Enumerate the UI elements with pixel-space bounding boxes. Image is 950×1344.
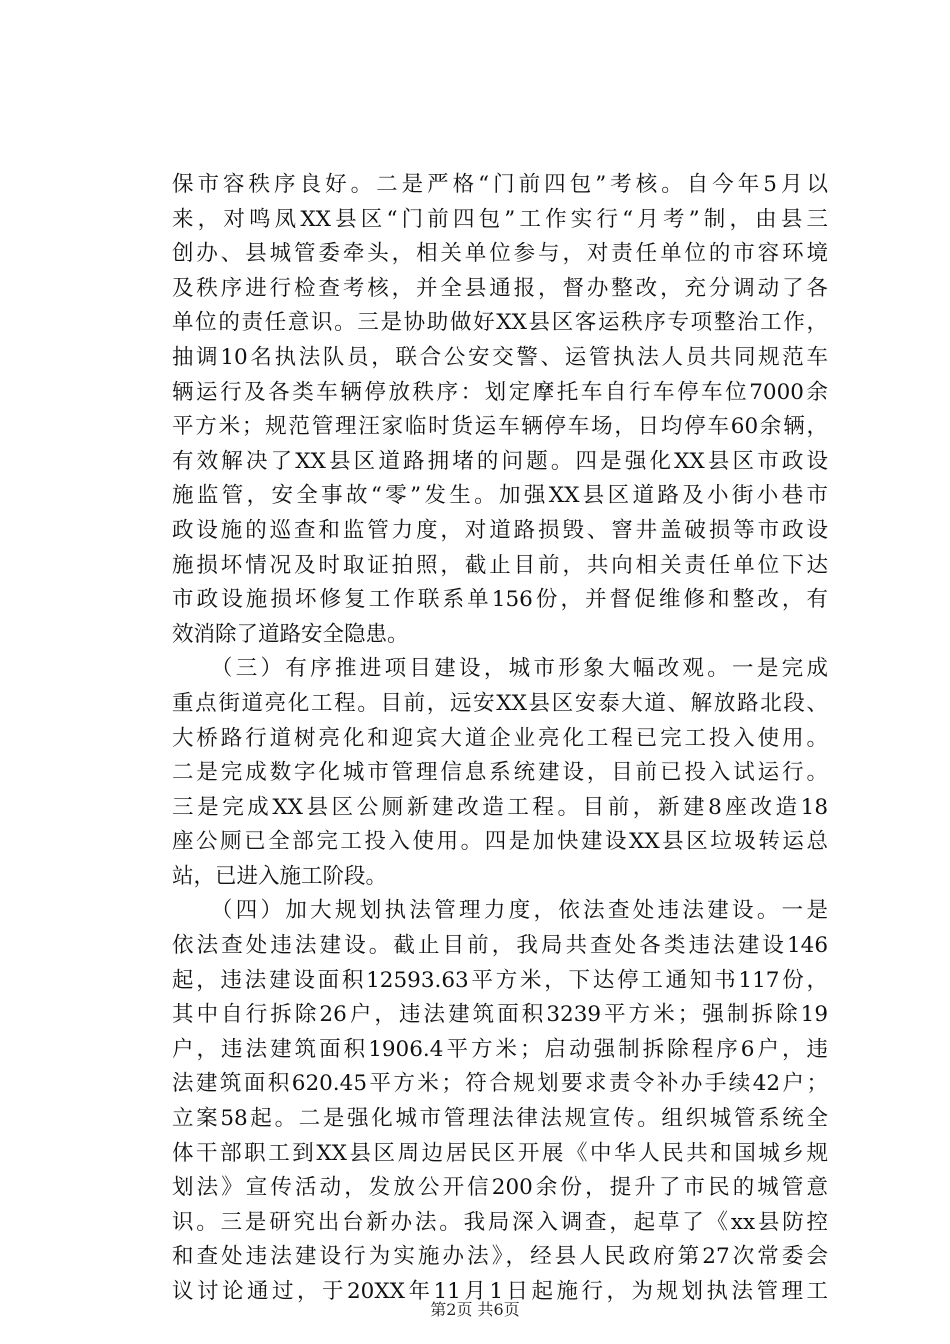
text-line: 来，对鸣凤XX县区“门前四包”工作实行“月考”制，由县三	[172, 206, 828, 232]
text-line: 站，已进入施工阶段。	[172, 863, 388, 889]
text-line: 依法查处违法建设。截止目前，我局共查处各类违法建设146	[172, 933, 828, 959]
text-line: 抽调10名执法队员，联合公安交警、运管执法人员共同规范车	[172, 344, 828, 370]
text-line: 重点街道亮化工程。目前，远安XX县区安泰大道、解放路北段、	[172, 690, 828, 716]
text-line: 效消除了道路安全隐患。	[172, 621, 409, 647]
document-body	[172, 168, 828, 1310]
text-line: 立案58起。二是强化城市管理法律法规宣传。组织城管系统全	[172, 1106, 828, 1132]
text-line: 平方米；规范管理汪家临时货运车辆停车场，日均停车60余辆，	[172, 414, 828, 440]
text-line: （三）有序推进项目建设，城市形象大幅改观。一是完成	[172, 656, 828, 682]
text-line: 识。三是研究出台新办法。我局深入调查，起草了《xx县防控	[172, 1209, 828, 1235]
text-line: 划法》宣传活动，发放公开信200余份，提升了市民的城管意	[172, 1175, 828, 1201]
text-line: 和查处违法建设行为实施办法》，经县人民政府第27次常委会	[172, 1244, 828, 1270]
text-line: 创办、县城管委牵头，相关单位参与，对责任单位的市容环境	[172, 241, 828, 267]
text-line: 施损坏情况及时取证拍照，截止目前，共向相关责任单位下达	[172, 552, 828, 578]
text-line: 户，违法建筑面积1906.4平方米；启动强制拆除程序6户，违	[172, 1036, 828, 1062]
text-line: 保市容秩序良好。二是严格“门前四包”考核。自今年5月以	[172, 172, 828, 197]
text-line: 及秩序进行检查考核，并全县通报，督办整改，充分调动了各	[172, 275, 828, 301]
page-number-footer: 第2页 共6页	[430, 1300, 520, 1319]
text-line: 议讨论通过，于20XX年11月1日起施行，为规划执法管理工	[172, 1279, 828, 1304]
text-line: 法建筑面积620.45平方米；符合规划要求责令补办手续42户；	[172, 1071, 828, 1097]
text-line: 其中自行拆除26户，违法建筑面积3239平方米；强制拆除19	[172, 1002, 828, 1028]
text-line: 座公厕已全部完工投入使用。四是加快建设XX县区垃圾转运总	[172, 829, 828, 855]
text-line: 体干部职工到XX县区周边居民区开展《中华人民共和国城乡规	[172, 1140, 828, 1166]
text-line: 二是完成数字化城市管理信息系统建设，目前已投入试运行。	[172, 760, 828, 786]
text-line: 大桥路行道树亮化和迎宾大道企业亮化工程已完工投入使用。	[172, 725, 828, 751]
text-line: 市政设施损坏修复工作联系单156份，并督促维修和整改，有	[172, 587, 828, 613]
text-line: 三是完成XX县区公厕新建改造工程。目前，新建8座改造18	[172, 794, 828, 820]
text-line: 有效解决了XX县区道路拥堵的问题。四是强化XX县区市政设	[172, 448, 828, 474]
text-line: 施监管，安全事故“零”发生。加强XX县区道路及小街小巷市	[172, 483, 828, 509]
text-line: 辆运行及各类车辆停放秩序：划定摩托车自行车停车位7000余	[172, 379, 828, 405]
text-line: 政设施的巡查和监管力度，对道路损毁、窨井盖破损等市政设	[172, 517, 828, 543]
text-line: 起，违法建设面积12593.63平方米，下达停工通知书117份，	[172, 967, 828, 993]
text-line: 单位的责任意识。三是协助做好XX县区客运秩序专项整治工作，	[172, 310, 828, 336]
text-line: （四）加大规划执法管理力度，依法查处违法建设。一是	[172, 898, 828, 924]
